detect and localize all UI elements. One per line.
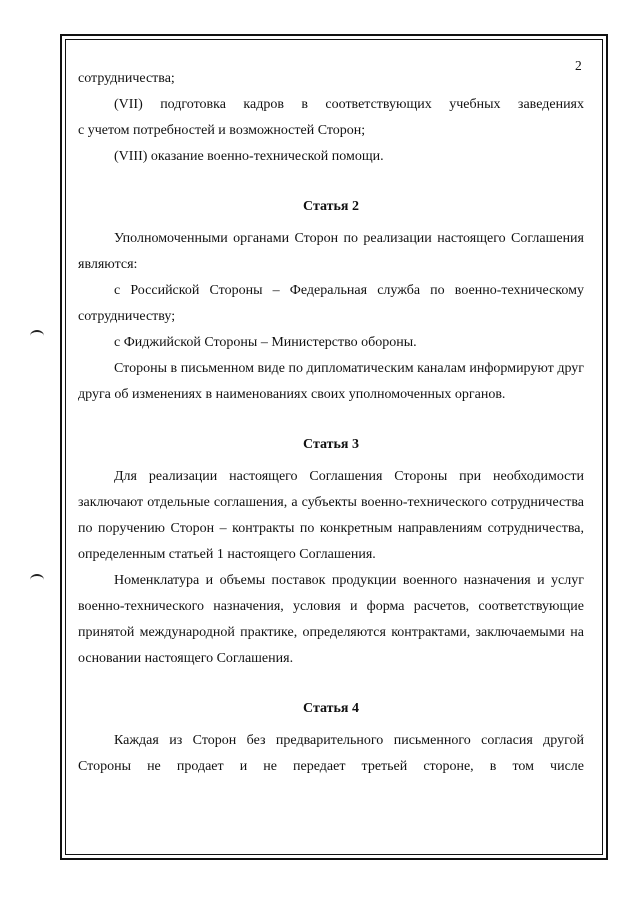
paragraph-top-1: сотрудничества; <box>78 71 175 86</box>
punch-hole-mark-top <box>30 330 44 342</box>
punch-hole-mark-bottom <box>30 574 44 586</box>
article-2-paragraph-3: с Фиджийской Стороны – Министерство обороны. <box>114 335 417 350</box>
article-3-paragraph-1: Для реализации настоящего Соглашения Стороны при необходимости заключают отдельные соглашения, а субъекты военно-технического сотрудничества по поручению Сторон – контракты по конкретным направлениям сотрудничества, определенным статьей 1 настоящего Соглашения. <box>78 469 584 562</box>
page-number: 2 <box>575 58 582 73</box>
paragraph-top-2: (VII) подготовка кадров в соответствующих учебных заведениях <box>114 97 584 112</box>
article-4-heading: Статья 4 <box>303 701 359 716</box>
article-4-paragraph-1: Каждая из Сторон без предварительного письменного согласия другой Стороны не продает и не передает третьей стороне, в том числе <box>78 733 584 774</box>
article-2-paragraph-1: Уполномоченными органами Сторон по реализации настоящего Соглашения являются: <box>78 231 584 272</box>
paragraph-top-3: с учетом потребностей и возможностей Сторон; <box>78 123 366 138</box>
paragraph-top-4: (VIII) оказание военно-технической помощи. <box>114 149 384 164</box>
article-2-heading: Статья 2 <box>303 199 359 214</box>
article-2-paragraph-2: с Российской Стороны – Федеральная служба по военно-техническому сотрудничеству; <box>78 283 584 324</box>
document-body <box>78 66 584 780</box>
article-2-paragraph-4: Стороны в письменном виде по дипломатическим каналам информируют друг друга об изменениях в наименованиях своих уполномоченных органов. <box>78 361 584 402</box>
article-3-heading: Статья 3 <box>303 437 359 452</box>
article-3-paragraph-2: Номенклатура и объемы поставок продукции военного назначения и услуг военно-технического назначения, условия и форма расчетов, соответствующие принятой международной практике, определяются контрактами, заключаемыми на основании настоящего Соглашения. <box>78 573 584 666</box>
